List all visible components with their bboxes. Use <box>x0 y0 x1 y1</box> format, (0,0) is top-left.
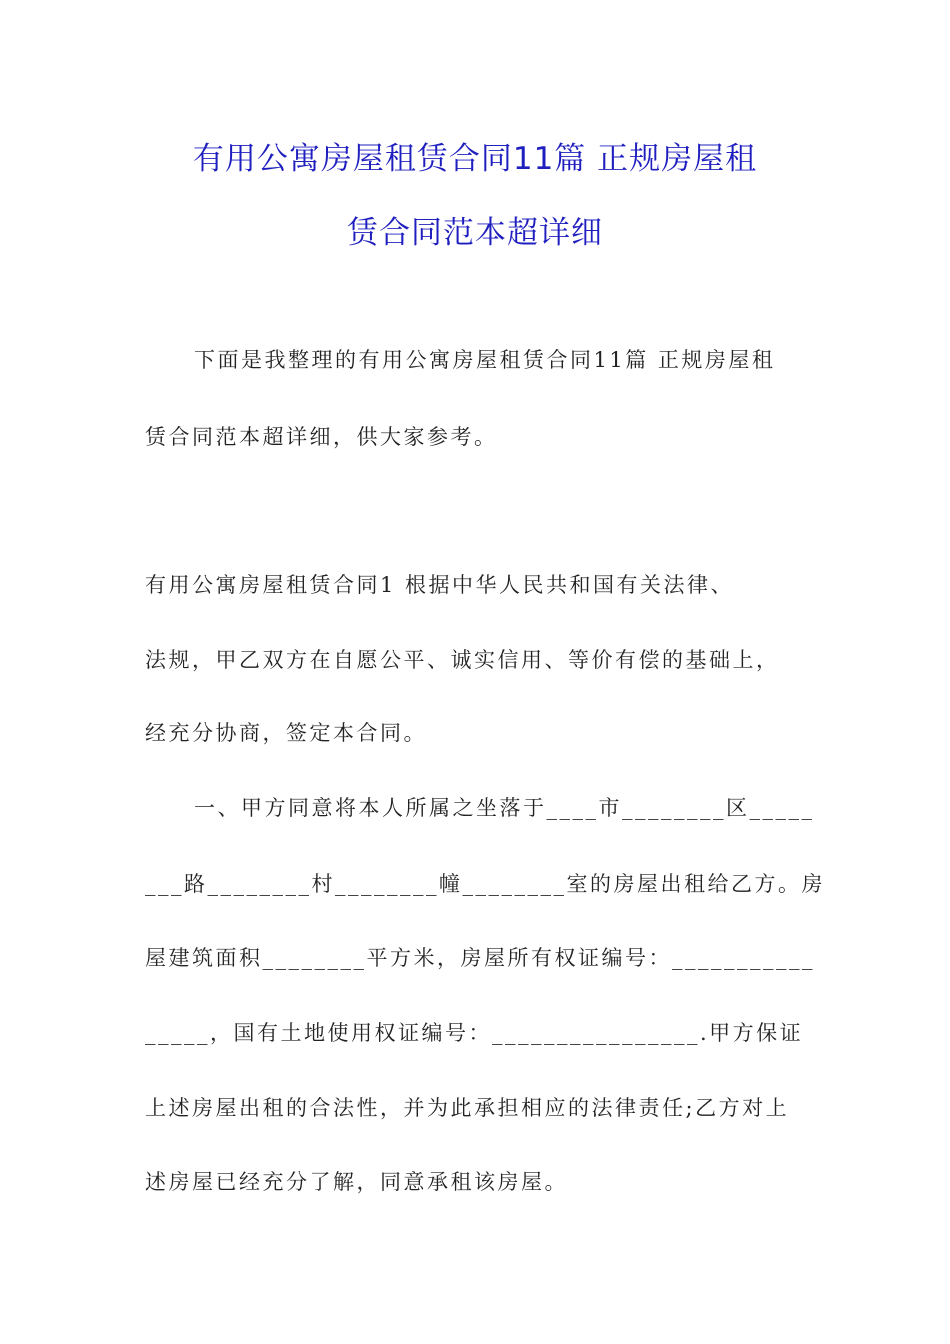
clause1-line-3: 屋建筑面积________平方米，房屋所有权证编号：___________ <box>145 946 815 970</box>
clause1-line-4: _____，国有土地使用权证编号：________________.甲方保证 <box>145 1021 804 1045</box>
clause1-line-1: 一、甲方同意将本人所属之坐落于____市________区_____ <box>194 796 815 820</box>
section1-line-3: 经充分协商，签定本合同。 <box>145 721 427 745</box>
clause1-line-5: 上述房屋出租的合法性，并为此承担相应的法律责任;乙方对上 <box>145 1096 790 1120</box>
clause1-line-6: 述房屋已经充分了解，同意承租该房屋。 <box>145 1170 568 1194</box>
intro-line-1: 下面是我整理的有用公寓房屋租赁合同11篇 正规房屋租 <box>194 348 776 372</box>
intro-line-2: 赁合同范本超详细，供大家参考。 <box>145 425 498 449</box>
title-line-1: 有用公寓房屋租赁合同11篇 正规房屋租 <box>192 141 758 177</box>
section1-line-2: 法规，甲乙双方在自愿公平、诚实信用、等价有偿的基础上， <box>145 648 780 672</box>
title-line-2: 赁合同范本超详细 <box>347 215 603 251</box>
section1-line-1: 有用公寓房屋租赁合同1 根据中华人民共和国有关法律、 <box>145 573 735 597</box>
clause1-line-2: ___路________村________幢________室的房屋出租给乙方。房 <box>145 872 825 896</box>
document-title <box>120 122 830 270</box>
